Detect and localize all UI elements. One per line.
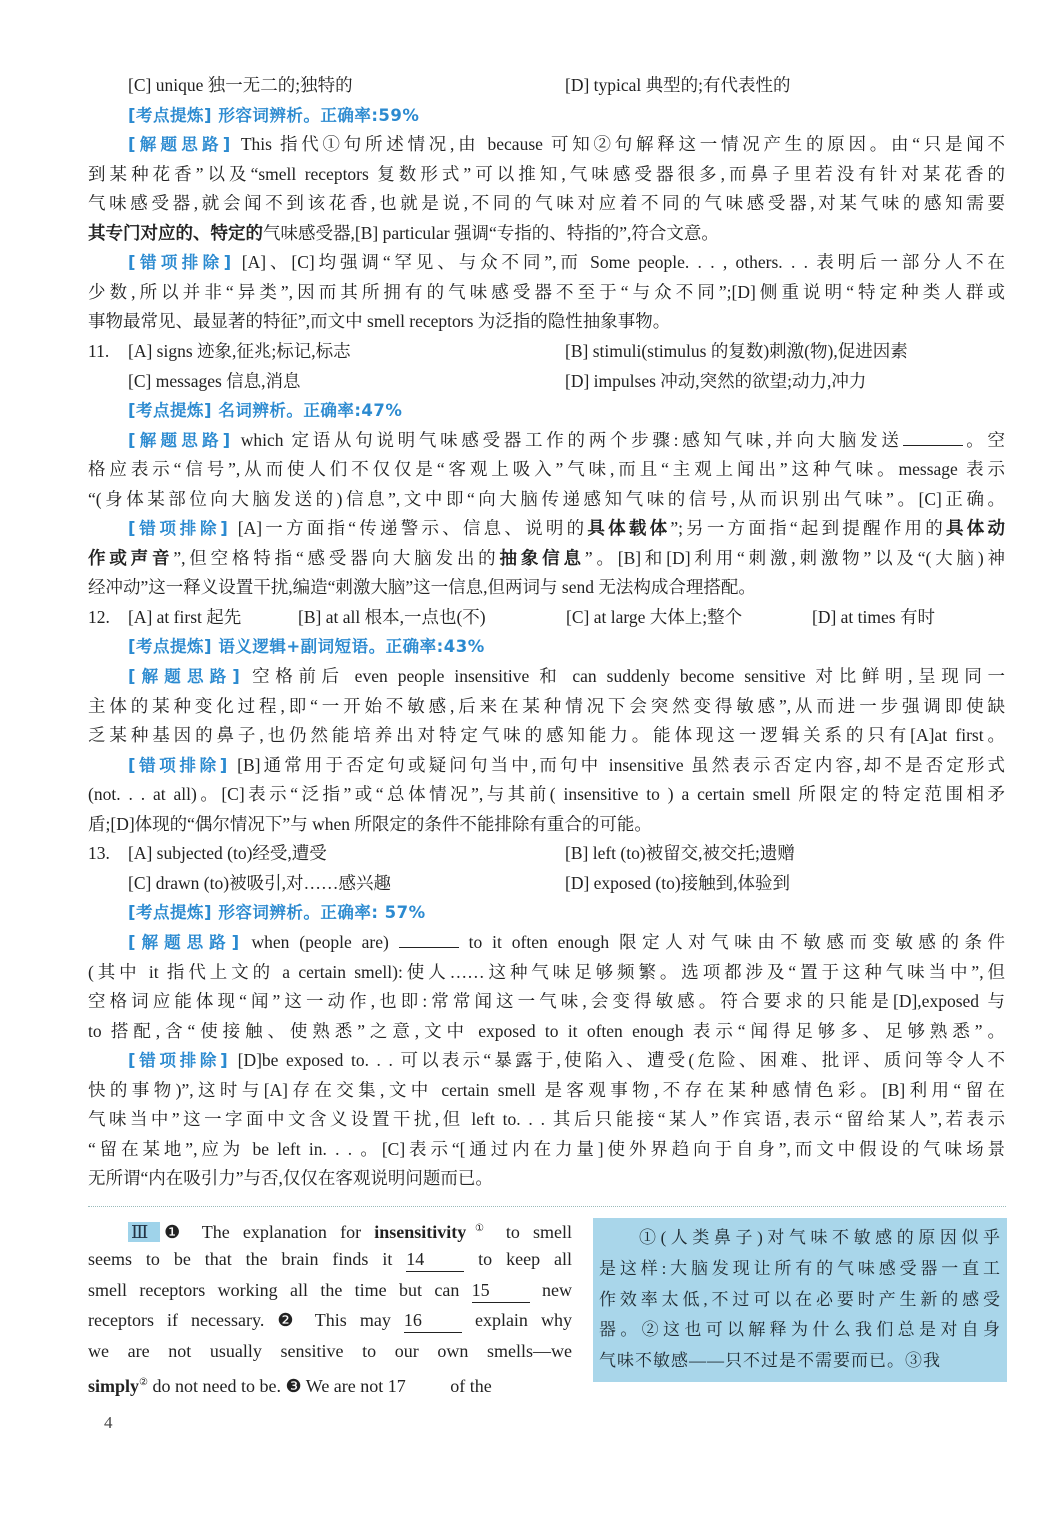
section-divider: [88, 1206, 1006, 1207]
answer-blank: [399, 947, 459, 948]
section-label: [考点提炼] 语义逻辑+副词短语。正确率:43%: [128, 637, 485, 657]
text-line: [128, 396, 1005, 424]
text-segment: ”;另一方面指“起到提醒作用的: [670, 518, 947, 539]
text-line: [88, 1105, 1005, 1133]
text-line: [88, 160, 1005, 188]
text-segment: ①(人类鼻子)对气味不敏感的原因似乎: [639, 1228, 1001, 1247]
text-segment: 主体的某种变化过程,即“一开始不敏感,后来在某种情况下会突然变得敏感”,从而进一步强调即使缺: [88, 695, 1005, 716]
bold-text: 作或声音: [88, 547, 174, 568]
text-segment: do not need to be. ❸ We are not: [147, 1376, 388, 1396]
text-segment: seems to be that the brain finds it: [88, 1248, 407, 1269]
text-segment: ”,但空格特指“感受器向大脑发出的: [173, 547, 500, 568]
text-line: [88, 1164, 1005, 1192]
text-segment: 少数,所以并非“异类”,因而其所拥有的气味感受器不至于“与众不同”;[D]侧重说明“特定种类人群或: [88, 281, 1005, 302]
text-line: [128, 632, 1005, 660]
section-label: [错项排除]: [128, 519, 238, 539]
text-segment: which 定语从句说明气味感受器工作的两个步骤:感知气味,并向大脑发送: [240, 429, 903, 450]
section-label: [错项排除]: [128, 755, 238, 775]
text-line: [88, 455, 1005, 483]
text-segment: 快的事物)”,这时与[A]存在交集,文中 certain smell 是客观事物,不存在某种感情色彩。[B]利用“留在: [88, 1079, 1005, 1100]
text-segment: 气味不敏感——只不过是不需要而已。③我: [599, 1351, 941, 1371]
passage-line: [128, 1213, 572, 1244]
text-segment: 是这样:大脑发现让所有的气味感受器一直工: [599, 1258, 1001, 1278]
note-line: [599, 1285, 1001, 1316]
text-segment: 可以解释为什么我们总是对自身: [705, 1320, 1001, 1340]
bold-text: 具体动: [946, 518, 1005, 539]
translation-note-box: [593, 1218, 1007, 1382]
underlined-text: 产生: [878, 1289, 921, 1309]
text-segment: to it often enough 限定人对气味由不敏感而变敏感的条件: [458, 931, 1005, 952]
text-line: [88, 485, 1005, 513]
passage-line: [88, 1305, 572, 1336]
answer-option: [C] drawn (to)被吸引,对……感兴趣: [128, 872, 391, 893]
bold-text: insensitivity: [374, 1222, 467, 1242]
section-label: [考点提炼] 名词辨析。正确率:47%: [128, 401, 403, 421]
answer-option: [C] unique 独一无二的;独特的: [128, 75, 353, 95]
text-line: [128, 514, 1005, 542]
text-line: [128, 130, 1005, 158]
option-row: [88, 367, 1005, 395]
text-segment: 乏某种基因的鼻子,也仍然能培养出对特定气味的感知能力。能体现这一逻辑关系的只有[A]at first。: [88, 725, 1005, 746]
text-segment: This 指代①句所述情况,由 because 可知②句解释这一情况产生的原因。由“只是闻不: [240, 134, 1005, 155]
text-line: [88, 189, 1005, 217]
text-segment: “(身体某部位向大脑发送的)信息”,文中即“向大脑传递感知气味的信号,从而识别出气味”。[C]正确。: [88, 488, 1005, 509]
answer-option: [A] at first 起先: [128, 606, 242, 627]
section-label: [解题思路]: [128, 667, 253, 686]
text-line: [128, 426, 1005, 454]
text-segment: 作: [599, 1289, 620, 1309]
text-segment: 器。②这: [599, 1320, 685, 1340]
answer-blank: [903, 445, 963, 446]
text-segment: [A]、[C]均强调“罕见、与众不同”,而 Some people. . . , others. . . 表明后一部分人不在: [241, 252, 1005, 273]
question-number: 12.: [88, 606, 110, 627]
text-segment: 。空: [962, 429, 1005, 450]
answer-option: [A] signs 迹象,征兆;标记,标志: [128, 340, 351, 361]
text-line: [88, 1076, 1005, 1104]
text-line: [88, 987, 1005, 1015]
text-segment: to 搭配,含“使接触、使熟悉”之意,文中 exposed to it often enough 表示“闻得足够多、足够熟悉”。: [88, 1020, 1005, 1041]
text-line: [88, 573, 1005, 601]
text-line: [88, 958, 1005, 986]
text-segment: 格应表示“信号”,从而使人们不仅仅是“客观上吸入”气味,而且“主观上闻出”这种气味。message 表示: [88, 459, 1005, 480]
text-segment: ”。[B]和[D]利用“刺激,刺激物”以及“(大脑)神: [584, 547, 1005, 568]
text-segment: [B]通常用于否定句或疑问句当中,而句中 insensitive 虽然表示否定内容,却不是否定形式: [237, 754, 1005, 775]
answer-option: [B] left (to)被留交,被交托;遗赠: [565, 843, 795, 864]
answer-blank: 15: [472, 1278, 530, 1303]
option-row: [88, 337, 1005, 365]
text-line: [88, 1017, 1005, 1045]
option-row: [88, 71, 1005, 99]
note-line: [599, 1346, 1001, 1377]
answer-option: [D] typical 典型的;有代表性的: [565, 75, 791, 95]
option-row: [88, 603, 1005, 631]
text-line: [88, 721, 1005, 749]
text-segment: when (people are): [251, 931, 399, 952]
text-line: [88, 1135, 1005, 1163]
text-segment: “留在某地”,应为 be left in. . . 。[C]表示“[通过内在力量]使外界趋向于自身”,而文中假设的气味场景: [88, 1138, 1005, 1159]
answer-option: [D] at times 有时: [812, 606, 935, 627]
answer-blank: 17: [388, 1374, 446, 1398]
answer-option: [D] exposed (to)接触到,体验到: [565, 872, 791, 893]
text-line: [128, 898, 1005, 926]
passage-line: [88, 1336, 572, 1367]
answer-option: [A] subjected (to)经受,遭受: [128, 843, 327, 864]
passage-line: [88, 1244, 572, 1275]
option-row: [88, 839, 1005, 867]
question-number: 11.: [88, 340, 110, 361]
text-segment: (not. . . at all)。[C]表示“泛指”或“总体情况”,与其前( insensitive to ) a certain smell 所限定的特定范围相矛: [88, 784, 1005, 805]
text-line: [88, 780, 1005, 808]
text-line: [128, 248, 1005, 276]
section-label: [解题思路]: [128, 135, 241, 155]
text-segment: we are not usually sensitive to our own smells—we: [88, 1341, 572, 1362]
answer-option: [B] at all 根本,一点也(不): [298, 606, 486, 627]
text-segment: of the: [445, 1376, 492, 1396]
text-segment: receptors if necessary. ❷ This may: [88, 1310, 404, 1331]
text-segment: new: [529, 1279, 572, 1300]
text-line: [128, 751, 1005, 779]
text-segment: 无所谓“内在吸引力”与否,仅仅在客观说明问题而已。: [88, 1168, 493, 1189]
question-number: 13.: [88, 843, 110, 864]
text-segment: 气味当中”这一字面中文含义设置干扰,但 left to. . . 其后只能接“某人”作宾语,表示“留给某人”,若表示: [88, 1109, 1005, 1130]
bold-text: simply: [88, 1376, 140, 1396]
answer-option: [C] messages 信息,消息: [128, 370, 301, 391]
text-line: [128, 928, 1005, 956]
text-segment: 事物最常见、最显著的特征”,而文中 smell receptors 为泛指的隐性抽象事物。: [88, 311, 671, 332]
text-line: [128, 1046, 1005, 1074]
bold-text: 具体载体: [587, 518, 671, 539]
section-label: [考点提炼] 形容词辨析。正确率: 57%: [128, 903, 426, 923]
section-label: [考点提炼] 形容词辨析。正确率:59%: [128, 105, 420, 125]
text-line: [128, 662, 1005, 690]
bold-text: 其专门对应的、特定的: [88, 222, 263, 243]
text-segment: ,不过可以在必要时: [703, 1289, 879, 1309]
option-row: [88, 869, 1005, 897]
answer-blank: 16: [404, 1308, 462, 1333]
section-number: Ⅲ: [128, 1222, 160, 1242]
text-segment: [A]一方面指“传递警示、信息、说明的: [237, 518, 588, 539]
passage-line: [88, 1275, 572, 1306]
text-segment: to smell: [492, 1222, 572, 1242]
section-label: [错项排除]: [128, 1051, 238, 1071]
text-segment: 气味感受器,就会闻不到该花香,也就是说,不同的气味对应着不同的气味感受器,对某气味的感知需要: [88, 193, 1005, 214]
text-line: [88, 278, 1005, 306]
note-line: [599, 1254, 1001, 1285]
underlined-text: 也: [684, 1320, 706, 1340]
text-segment: 经冲动”这一释义设置干扰,编造“刺激大脑”这一信息,但两词与 send 无法构成合理搭配。: [88, 577, 756, 598]
text-segment: 气味感受器,[B] particular 强调“专指的、特指的”,符合文意。: [263, 222, 719, 243]
text-segment: smell receptors working all the time but can: [88, 1279, 472, 1300]
text-line: [128, 101, 1005, 129]
text-segment: 新的感受: [920, 1289, 1001, 1309]
text-segment: 到某种花香”以及“smell receptors 复数形式”可以推知,气味感受器很多,而鼻子里若没有针对某花香的: [88, 163, 1005, 184]
underlined-text: 效率太低: [619, 1289, 704, 1309]
footnote-marker: ②: [139, 1377, 148, 1388]
text-line: [88, 544, 1005, 572]
section-label: [解题思路]: [128, 430, 241, 450]
text-line: [88, 810, 1005, 838]
footnote-marker: ①: [466, 1223, 493, 1234]
bold-text: 抽象信息: [499, 547, 585, 568]
note-line: [599, 1315, 1001, 1346]
text-line: [88, 307, 1005, 335]
text-segment: 盾;[D]体现的“偶尔情况下”与 when 所限定的条件不能排除有重合的可能。: [88, 813, 652, 834]
text-segment: 空格词应能体现“闻”这一动作,也即:常常闻这一气味,会变得敏感。符合要求的只能是[D],exposed 与: [88, 991, 1005, 1012]
answer-option: [C] at large 大体上;整个: [566, 606, 743, 627]
text-segment: (其中 it 指代上文的 a certain smell):使人……这种气味足够频繁。选项都涉及“置于这种气味当中”,但: [88, 961, 1005, 982]
page-number: 4: [104, 1413, 113, 1432]
section-label: [错项排除]: [128, 253, 242, 273]
answer-option: [B] stimuli(stimulus 的复数)刺激(物),促进因素: [565, 340, 908, 361]
answer-blank: 14: [406, 1247, 464, 1272]
section-label: [解题思路]: [128, 932, 252, 952]
text-segment: ❶ The explanation for: [164, 1222, 375, 1242]
text-segment: to keep all: [464, 1248, 572, 1269]
text-line: [88, 219, 1005, 247]
text-segment: explain why: [461, 1310, 572, 1331]
text-segment: [D]be exposed to. . . 可以表示“暴露于,使陷入、遭受(危险、困难、批评、质问等令人不: [237, 1050, 1005, 1071]
answer-option: [D] impulses 冲动,突然的欲望;动力,冲力: [565, 370, 867, 391]
text-segment: 空格前后 even people insensitive 和 can suddenly become sensitive 对比鲜明,呈现同一: [252, 666, 1005, 686]
passage-line: [88, 1367, 572, 1398]
text-line: [88, 692, 1005, 720]
note-line: [599, 1223, 1001, 1254]
